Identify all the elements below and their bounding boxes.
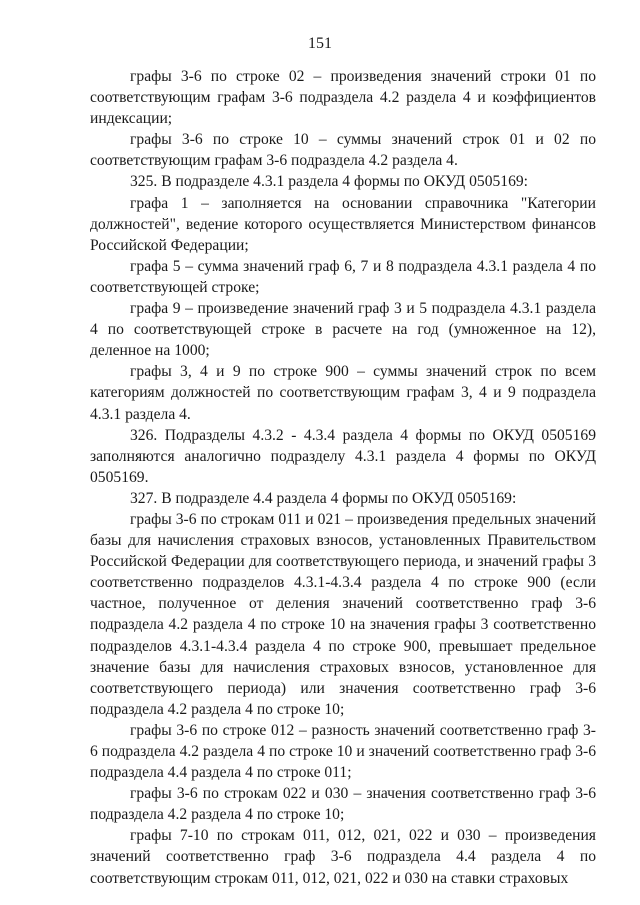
document-body [90, 66, 596, 889]
paragraph: графа 1 – заполняется на основании справочника "Категории должностей", ведение которого осуществляется Министерством финансов Российской Федерации; [90, 194, 596, 254]
paragraph: графы 3, 4 и 9 по строке 900 – суммы значений строк по всем категориям должностей по соответствующим графам 3, 4 и 9 подраздела 4.3.1 раздела 4. [90, 363, 596, 423]
paragraph: графы 7-10 по строкам 011, 012, 021, 022 и 030 – произведения значений соответственно граф 3-6 подраздела 4.4 раздела 4 по соответствующим строкам 011, 012, 021, 022 и 030 на ставки страховых [90, 827, 596, 887]
paragraph: 325. В подразделе 4.3.1 раздела 4 формы по ОКУД 0505169: [130, 173, 529, 191]
paragraph: графа 5 – сумма значений граф 6, 7 и 8 подраздела 4.3.1 раздела 4 по соответствующей строке; [90, 257, 596, 296]
paragraph: графа 9 – произведение значений граф 3 и 5 подраздела 4.3.1 раздела 4 по соответствующей строке в расчете на год (умноженное на 12), деленное на 1000; [90, 300, 596, 360]
paragraph: графы 3-6 по строкам 011 и 021 – произведения предельных значений базы для начисления страховых взносов, установленных Правительством Российской Федерации для соответствующего периода, и значений графы 3 соответственно подразделов 4.3.1-4.3.4 раздела 4 по строке 900 (если частное, полученное от деления значений соответственно граф 3-6 подраздела 4.2 раздела 4 по строке 10 на значения графы 3 соответственно подразделов 4.3.1-4.3.4 раздела 4 по строке 900, превышает предельное значение базы для начисления страховых взносов, установленное для соответствующего периода) или значения соответственно граф 3-6 подраздела 4.2 раздела 4 по строке 10; [90, 510, 596, 718]
paragraph: графы 3-6 по строке 02 – произведения значений строки 01 по соответствующим графам 3-6 подраздела 4.2 раздела 4 и коэффициентов индексации; [90, 68, 596, 128]
paragraph: 327. В подразделе 4.4 раздела 4 формы по ОКУД 0505169: [130, 489, 517, 507]
page-number: 151 [308, 35, 332, 52]
paragraph: графы 3-6 по строкам 022 и 030 – значения соответственно граф 3-6 подраздела 4.2 раздела 4 по строке 10; [90, 785, 596, 824]
paragraph: 326. Подразделы 4.3.2 - 4.3.4 раздела 4 формы по ОКУД 0505169 заполняются аналогично подразделу 4.3.1 раздела 4 формы по ОКУД 0505169. [90, 426, 596, 486]
paragraph: графы 3-6 по строке 012 – разность значений соответственно граф 3-6 подраздела 4.2 раздела 4 по строке 10 и значений соответственно граф 3-6 подраздела 4.4 раздела 4 по строке 011; [90, 721, 596, 782]
paragraph: графы 3-6 по строке 10 – суммы значений строк 01 и 02 по соответствующим графам 3-6 подраздела 4.2 раздела 4. [90, 131, 596, 170]
